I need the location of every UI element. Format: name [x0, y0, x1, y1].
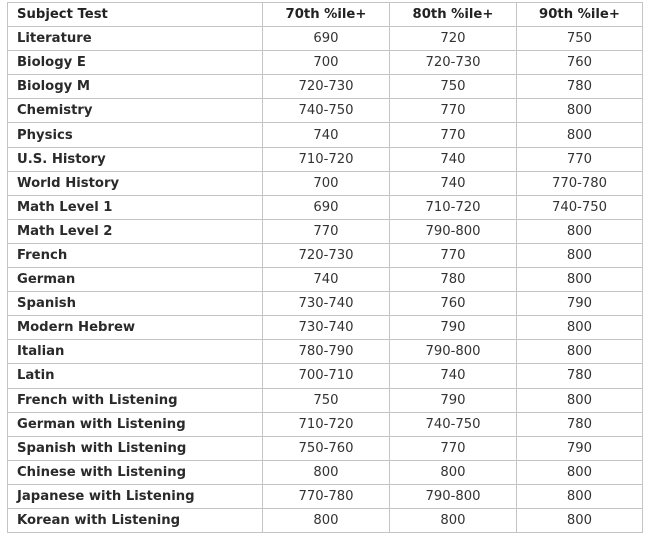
score-70th-cell: 770	[263, 219, 390, 243]
score-90th-cell: 800	[517, 508, 643, 532]
score-70th-cell: 730-740	[263, 292, 390, 316]
score-80th-cell: 740-750	[390, 412, 517, 436]
column-header-subject-test: Subject Test	[8, 3, 263, 27]
score-90th-cell: 800	[517, 388, 643, 412]
table-row	[8, 292, 643, 316]
score-90th-cell: 770-780	[517, 171, 643, 195]
subject-cell: Korean with Listening	[8, 508, 263, 532]
score-70th-cell: 700-710	[263, 364, 390, 388]
table-row	[8, 460, 643, 484]
score-70th-cell: 800	[263, 508, 390, 532]
table-row	[8, 243, 643, 267]
score-80th-cell: 790-800	[390, 340, 517, 364]
score-90th-cell: 740-750	[517, 195, 643, 219]
score-80th-cell: 740	[390, 147, 517, 171]
subject-cell: Math Level 2	[8, 219, 263, 243]
table-row	[8, 27, 643, 51]
subject-cell: Latin	[8, 364, 263, 388]
score-70th-cell: 710-720	[263, 147, 390, 171]
table-row	[8, 364, 643, 388]
subject-cell: French	[8, 243, 263, 267]
score-70th-cell: 740	[263, 268, 390, 292]
score-70th-cell: 720-730	[263, 243, 390, 267]
subject-cell: World History	[8, 171, 263, 195]
subject-cell: U.S. History	[8, 147, 263, 171]
score-90th-cell: 800	[517, 316, 643, 340]
subject-cell: Chemistry	[8, 99, 263, 123]
score-90th-cell: 780	[517, 412, 643, 436]
score-70th-cell: 770-780	[263, 484, 390, 508]
score-90th-cell: 800	[517, 340, 643, 364]
score-70th-cell: 710-720	[263, 412, 390, 436]
score-90th-cell: 800	[517, 460, 643, 484]
score-80th-cell: 750	[390, 75, 517, 99]
table-row	[8, 99, 643, 123]
table-row	[8, 436, 643, 460]
table-row	[8, 412, 643, 436]
subject-cell: Italian	[8, 340, 263, 364]
score-90th-cell: 750	[517, 27, 643, 51]
score-90th-cell: 780	[517, 364, 643, 388]
score-90th-cell: 800	[517, 99, 643, 123]
subject-cell: Biology M	[8, 75, 263, 99]
score-70th-cell: 690	[263, 27, 390, 51]
subject-cell: Biology E	[8, 51, 263, 75]
score-80th-cell: 770	[390, 436, 517, 460]
score-80th-cell: 790	[390, 388, 517, 412]
subject-cell: German with Listening	[8, 412, 263, 436]
table-row	[8, 268, 643, 292]
score-80th-cell: 780	[390, 268, 517, 292]
score-70th-cell: 740-750	[263, 99, 390, 123]
subject-cell: Math Level 1	[8, 195, 263, 219]
score-70th-cell: 700	[263, 51, 390, 75]
table-row	[8, 508, 643, 532]
score-80th-cell: 720	[390, 27, 517, 51]
score-70th-cell: 780-790	[263, 340, 390, 364]
score-70th-cell: 800	[263, 460, 390, 484]
score-70th-cell: 720-730	[263, 75, 390, 99]
score-80th-cell: 760	[390, 292, 517, 316]
subject-cell: Modern Hebrew	[8, 316, 263, 340]
score-percentile-table	[7, 2, 643, 533]
score-70th-cell: 690	[263, 195, 390, 219]
subject-cell: Spanish	[8, 292, 263, 316]
subject-cell: Literature	[8, 27, 263, 51]
score-90th-cell: 760	[517, 51, 643, 75]
score-80th-cell: 790	[390, 316, 517, 340]
score-90th-cell: 790	[517, 436, 643, 460]
score-80th-cell: 740	[390, 364, 517, 388]
score-70th-cell: 700	[263, 171, 390, 195]
score-80th-cell: 770	[390, 243, 517, 267]
score-90th-cell: 780	[517, 75, 643, 99]
table-row	[8, 484, 643, 508]
table-row	[8, 147, 643, 171]
table-row	[8, 316, 643, 340]
score-80th-cell: 710-720	[390, 195, 517, 219]
table-row	[8, 123, 643, 147]
score-80th-cell: 720-730	[390, 51, 517, 75]
table-row	[8, 195, 643, 219]
table-header	[8, 3, 643, 27]
score-90th-cell: 800	[517, 219, 643, 243]
table-body	[8, 27, 643, 533]
score-80th-cell: 770	[390, 99, 517, 123]
score-90th-cell: 790	[517, 292, 643, 316]
score-90th-cell: 800	[517, 243, 643, 267]
subject-cell: Japanese with Listening	[8, 484, 263, 508]
table-row	[8, 340, 643, 364]
subject-cell: Physics	[8, 123, 263, 147]
subject-cell: Chinese with Listening	[8, 460, 263, 484]
score-percentile-table-container	[7, 2, 642, 533]
score-70th-cell: 740	[263, 123, 390, 147]
header-row	[8, 3, 643, 27]
table-row	[8, 171, 643, 195]
score-80th-cell: 790-800	[390, 484, 517, 508]
table-row	[8, 219, 643, 243]
table-row	[8, 75, 643, 99]
column-header-70th-percentile: 70th %ile+	[263, 3, 390, 27]
score-70th-cell: 730-740	[263, 316, 390, 340]
score-80th-cell: 740	[390, 171, 517, 195]
score-90th-cell: 770	[517, 147, 643, 171]
column-header-90th-percentile: 90th %ile+	[517, 3, 643, 27]
score-90th-cell: 800	[517, 268, 643, 292]
score-70th-cell: 750	[263, 388, 390, 412]
subject-cell: French with Listening	[8, 388, 263, 412]
column-header-80th-percentile: 80th %ile+	[390, 3, 517, 27]
score-80th-cell: 790-800	[390, 219, 517, 243]
score-80th-cell: 800	[390, 460, 517, 484]
subject-cell: German	[8, 268, 263, 292]
score-70th-cell: 750-760	[263, 436, 390, 460]
table-row	[8, 51, 643, 75]
score-90th-cell: 800	[517, 484, 643, 508]
score-80th-cell: 770	[390, 123, 517, 147]
score-80th-cell: 800	[390, 508, 517, 532]
subject-cell: Spanish with Listening	[8, 436, 263, 460]
table-row	[8, 388, 643, 412]
score-90th-cell: 800	[517, 123, 643, 147]
